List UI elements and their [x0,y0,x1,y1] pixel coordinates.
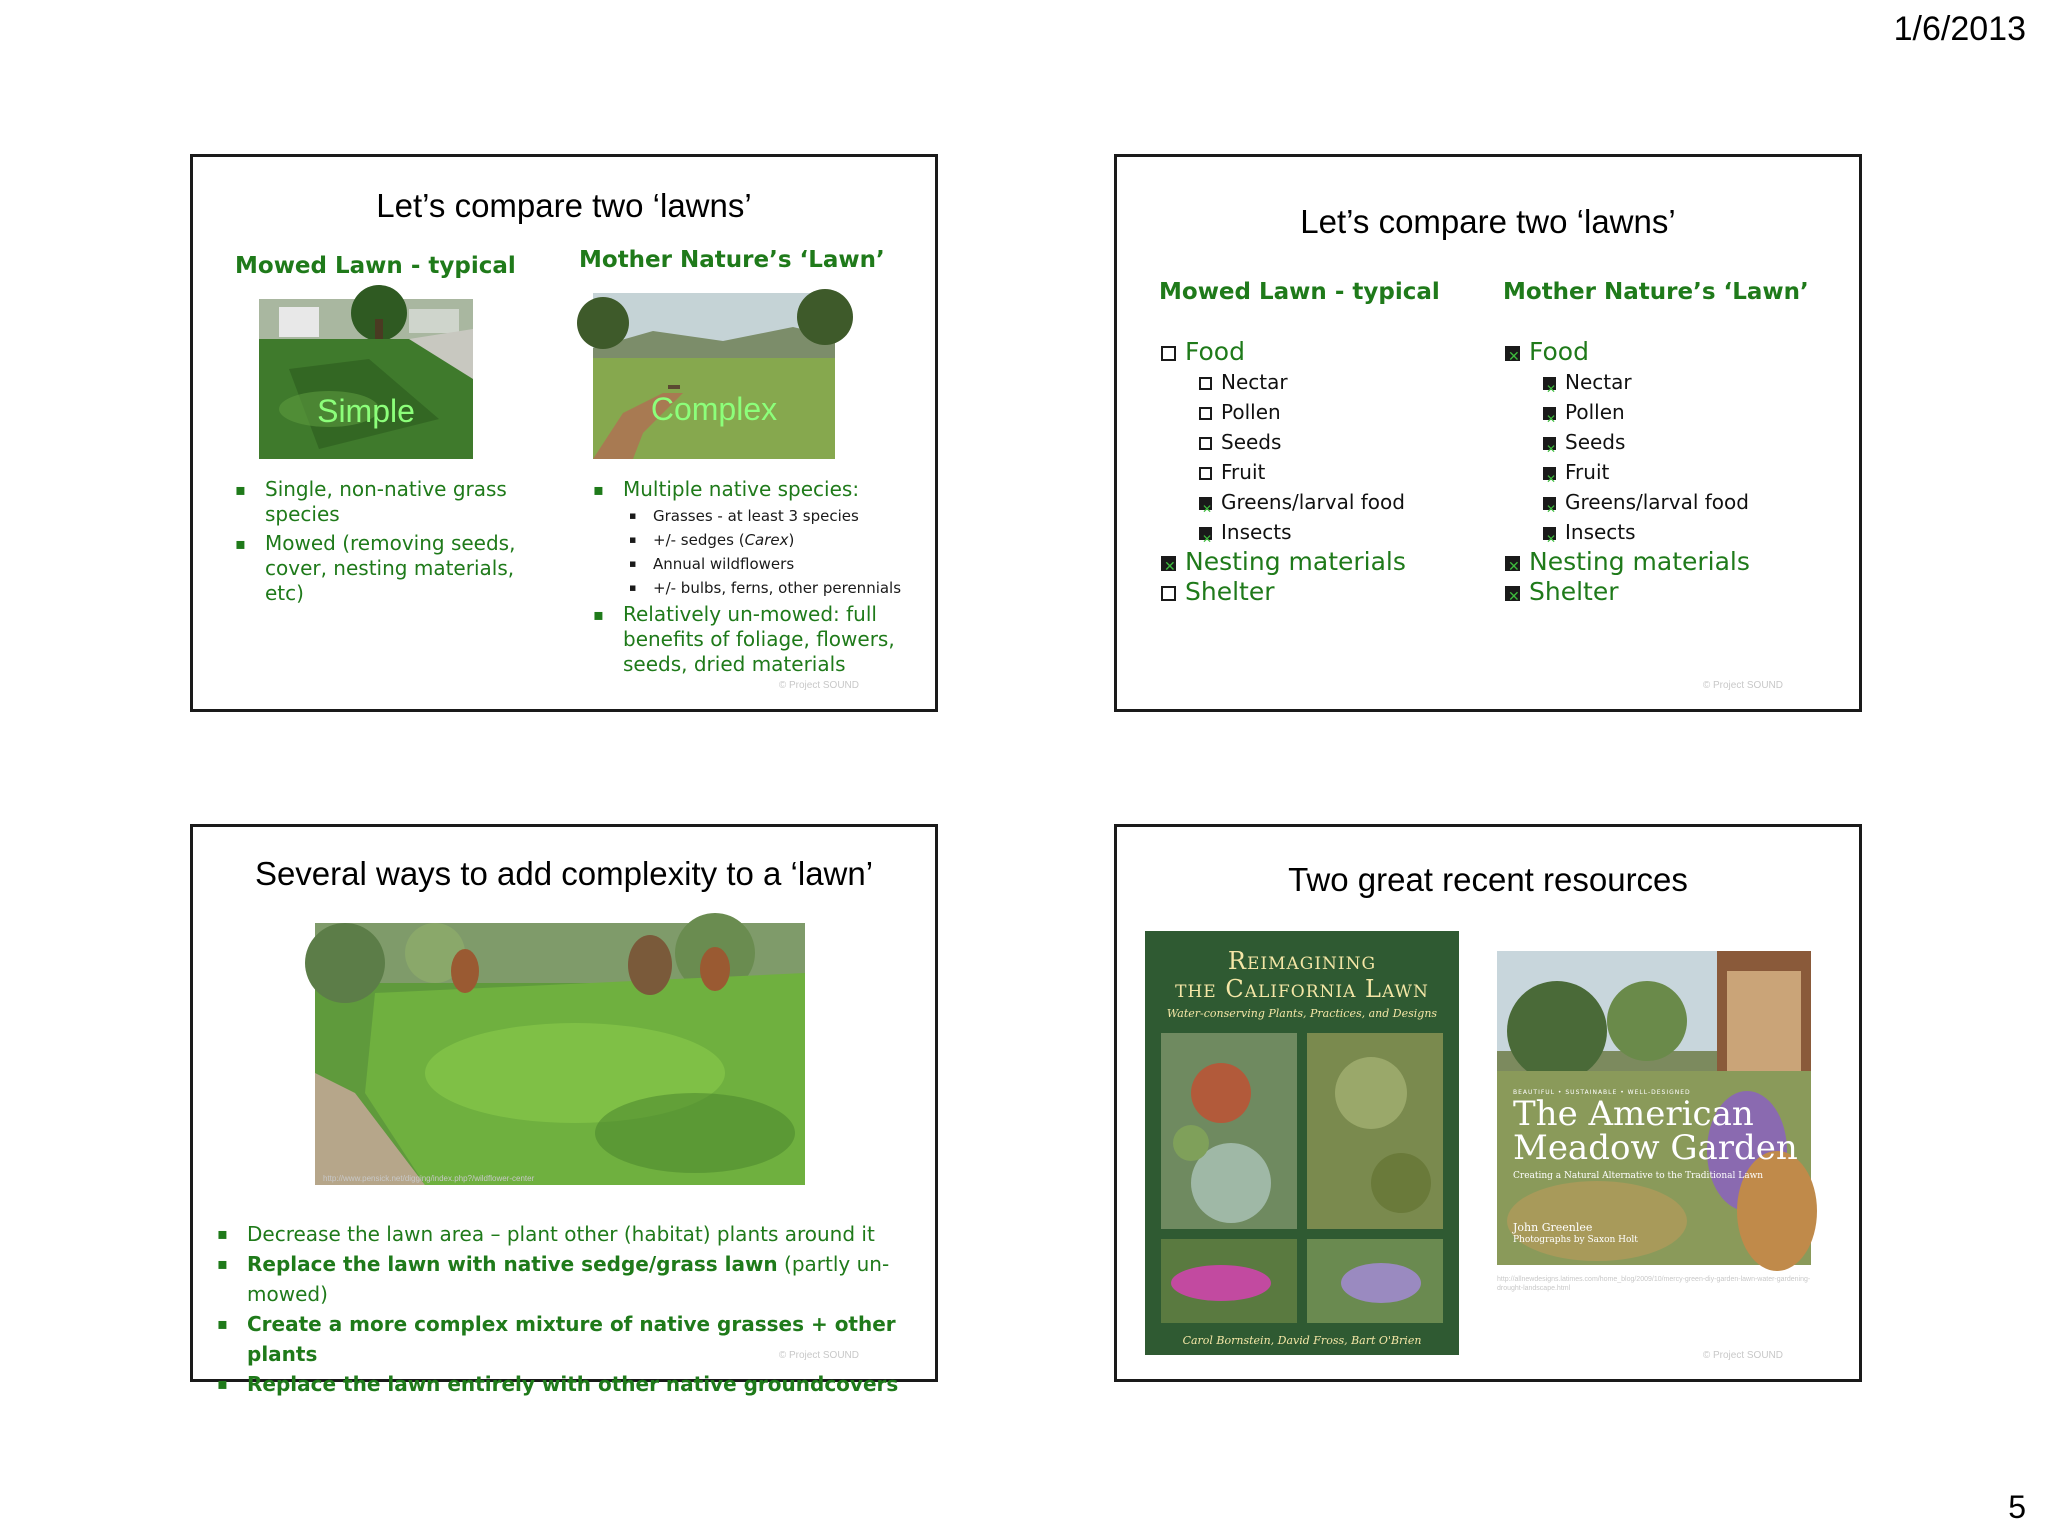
col-heading-mowed: Mowed Lawn - typical [1159,279,1440,305]
copyright: © Project SOUND [778,1350,859,1361]
checklist-item [1505,487,1750,517]
book2-title-line1: The American [1513,1094,1754,1134]
checked-box-icon [1543,467,1556,480]
bullet-item: ▪ Mowed (removing seeds, cover, nesting materials, etc) [235,531,555,606]
sub-bullet-item: ▪ +/- sedges (Carex) [623,528,923,552]
checklist-label: Shelter [1185,577,1275,606]
mowed-bullets [235,477,555,606]
copyright: © Project SOUND [1702,1350,1783,1361]
checklist-label: Insects [1221,520,1292,544]
col-heading-nature: Mother Nature’s ‘Lawn’ [579,247,885,273]
page-number: 5 [2008,1489,2026,1525]
slide-compare-lawns-photos [190,154,938,712]
book1-title-line1: Reimagining [1227,947,1377,975]
photo-label-simple: Simple [317,393,415,429]
checklist-label: Nectar [1565,370,1632,394]
checklist-item [1161,517,1406,547]
checklist-item [1505,577,1750,607]
checklist-item [1161,397,1406,427]
book2-subtitle: Creating a Natural Alternative to the Traditional Lawn [1513,1171,1764,1181]
checked-box-icon [1199,527,1212,540]
checked-box-icon [1505,346,1520,361]
bullet-item: ▪ Create a more complex mixture of native grasses + other plants [217,1309,917,1369]
slide-title: Several ways to add complexity to a ‘lawn’ [254,855,874,892]
checklist-item [1161,577,1406,607]
checked-box-icon [1543,437,1556,450]
checked-box-icon [1543,407,1556,420]
bullet-item: ▪ Relatively un-mowed: full benefits of foliage, flowers, seeds, dried materials [593,602,923,677]
checklist-item [1161,427,1406,457]
unchecked-box-icon [1199,437,1212,450]
page-date: 1/6/2013 [1893,10,2026,48]
checked-box-icon [1543,497,1556,510]
checklist-label: Nesting materials [1185,547,1406,576]
unchecked-box-icon [1161,346,1176,361]
checked-box-icon [1543,377,1556,390]
unchecked-box-icon [1199,407,1212,420]
checklist-label: Food [1529,337,1589,366]
checklist-nature [1505,337,1750,607]
slide-resources [1114,824,1862,1382]
checklist-item [1161,547,1406,577]
checklist-label: Shelter [1529,577,1619,606]
checklist-item [1161,337,1406,367]
bullet-item: ▪ Multiple native species: ▪ Grasses - at least 3 species ▪ +/- sedges (Carex) ▪ Annual wildflowers ▪ +/- bulbs, ferns, other perennials [593,477,923,600]
book1-subtitle: Water-conserving Plants, Practices, and Designs [1166,1007,1438,1020]
sub-bullets [623,504,923,600]
slide-title: Let’s compare two ‘lawns’ [376,187,752,224]
slide-title: Two great recent resources [1288,861,1688,898]
checked-box-icon [1505,586,1520,601]
checklist-label: Pollen [1221,400,1281,424]
checklist-item [1161,487,1406,517]
checklist-label: Insects [1565,520,1636,544]
book1-authors: Carol Bornstein, David Fross, Bart O'Brien [1182,1334,1422,1347]
resource-url: http://allnewdesigns.latimes.com/home_blog/2009/10/mercy-green-diy-garden-lawn-water-gardening-drought-landscape.html [1497,1276,1811,1292]
checklist-item [1505,427,1750,457]
nature-bullets [593,477,923,677]
col-heading-nature: Mother Nature’s ‘Lawn’ [1503,279,1809,305]
checked-box-icon [1199,497,1212,510]
bullet-item: ▪ Decrease the lawn area – plant other (habitat) plants around it [217,1219,917,1249]
mowed-lawn-photo [259,299,473,459]
slide-compare-lawns-checklist [1114,154,1862,712]
unchecked-box-icon [1199,467,1212,480]
book2-tagline: BEAUTIFUL • SUSTAINABLE • WELL-DESIGNED [1513,1089,1691,1096]
book1-title-line2: the California Lawn [1175,975,1429,1003]
checked-box-icon [1543,527,1556,540]
book-cover-american-meadow-garden [1497,951,1811,1265]
checklist-label: Greens/larval food [1221,490,1405,514]
checklist-label: Seeds [1221,430,1282,454]
checklist-item [1161,457,1406,487]
checklist-item [1161,367,1406,397]
book2-photo-credit: Photographs by Saxon Holt [1513,1235,1638,1245]
copyright: © Project SOUND [778,680,859,691]
copyright: © Project SOUND [1702,680,1783,691]
checklist-item [1505,457,1750,487]
native-grass-lawn-photo [315,923,805,1185]
photo-credit: http://www.pensick.net/digging/index.php?/wildflower-center [323,1174,535,1183]
checked-box-icon [1505,556,1520,571]
book2-author: John Greenlee [1513,1221,1593,1234]
checked-box-icon [1161,556,1176,571]
slide-add-complexity [190,824,938,1396]
bullet-item: ▪ Replace the lawn entirely with other native groundcovers [217,1369,917,1399]
photo-label-complex: Complex [650,391,778,427]
complexity-bullets [217,1219,917,1399]
checklist-label: Nesting materials [1529,547,1750,576]
unchecked-box-icon [1161,586,1176,601]
checklist-label: Seeds [1565,430,1626,454]
unchecked-box-icon [1199,377,1212,390]
book2-title-line2: Meadow Garden [1513,1128,1798,1168]
sub-bullet-item: ▪ Annual wildflowers [623,552,923,576]
checklist-mowed [1161,337,1406,607]
bullet-item: ▪ Replace the lawn with native sedge/grass lawn (partly un-mowed) [217,1249,917,1309]
book-cover-reimagining-california-lawn [1145,931,1459,1355]
checklist-item [1505,547,1750,577]
col-heading-mowed: Mowed Lawn - typical [235,253,516,279]
checklist-item [1505,517,1750,547]
sub-bullet-item: ▪ Grasses - at least 3 species [623,504,923,528]
slide-title: Let’s compare two ‘lawns’ [1300,203,1676,240]
checklist-label: Nectar [1221,370,1288,394]
checklist-label: Fruit [1565,460,1610,484]
checklist-item [1505,337,1750,367]
checklist-item [1505,367,1750,397]
bullet-item: ▪ Single, non-native grass species [235,477,555,527]
checklist-label: Pollen [1565,400,1625,424]
sub-bullet-item: ▪ +/- bulbs, ferns, other perennials [623,576,923,600]
checklist-item [1505,397,1750,427]
checklist-label: Food [1185,337,1245,366]
checklist-label: Fruit [1221,460,1266,484]
meadow-lawn-photo [593,293,835,459]
checklist-label: Greens/larval food [1565,490,1749,514]
